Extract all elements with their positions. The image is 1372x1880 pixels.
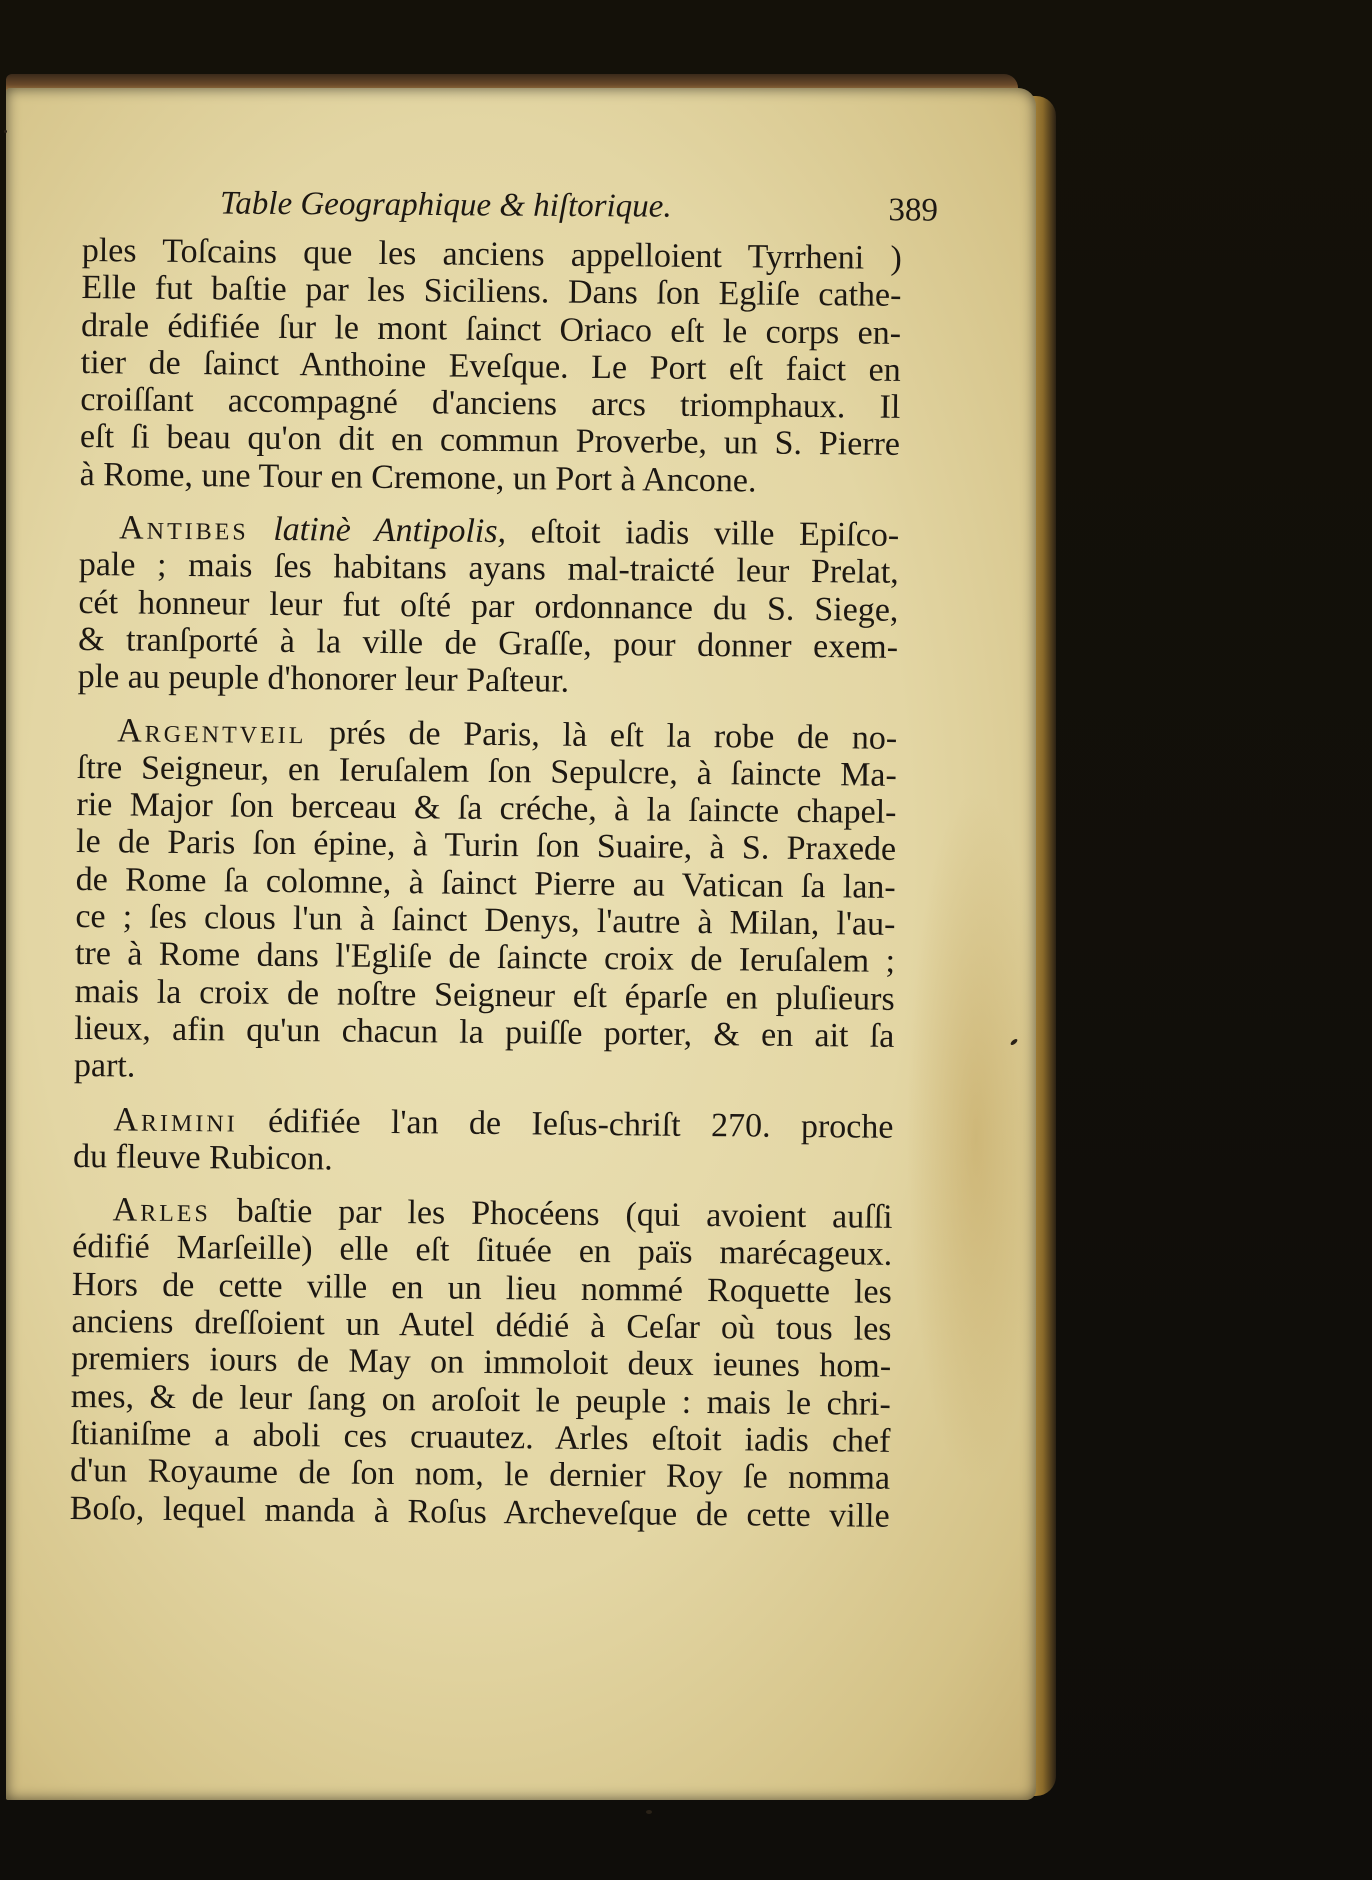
entry-argentveil (74, 712, 918, 1093)
text-line: & tranſporté à la ville de Graſſe, pour donner exem- (77, 620, 899, 666)
page-body (70, 232, 922, 1535)
entry-heading: Arles (112, 1191, 212, 1230)
text-line: cét honneur leur fut oſté par ordonnance du S. Siege, (78, 583, 899, 629)
text-line: Boſo, lequel manda à Roſus Archeveſque de cette ville (69, 1489, 890, 1535)
text-line: pale ; mais ſes habitans ayans mal-traicté leur Prelat, (78, 546, 899, 592)
entry-arimini (73, 1100, 914, 1183)
text-run: prés de Paris, là eſt la robe de no- (306, 713, 898, 757)
text-line: mais la croix de noſtre Seigneur eſt éparſe en pluſieurs (74, 972, 895, 1018)
text-line: tier de ſainct Anthoine Eveſque. Le Port eſt faict en (80, 343, 901, 389)
text-line: lieux, afin qu'un chacun la puiſſe porter, & en ait ſa (74, 1009, 895, 1055)
page-stain (906, 788, 1036, 1488)
running-head (219, 185, 939, 235)
text-run: eſtoit iadis ville Epiſco- (505, 513, 900, 554)
text-line: édifié Marſeille) elle eſt ſituée en païs marécageux. (72, 1228, 893, 1274)
text-line: anciens dreſſoient un Autel dédié à Ceſar où tous les (71, 1302, 892, 1348)
text-line: ples Toſcains que les anciens appelloient Tyrrheni ) (81, 232, 902, 277)
entry-heading: Antibes (118, 509, 249, 548)
text-line: ſtre Seigneur, en Ieruſalem ſon Sepulcre, à ſaincte Ma- (76, 748, 898, 794)
text-line: Hors de cette ville en un lieu nommé Roquette les (71, 1265, 893, 1311)
text-line: rie Major ſon berceau & ſa créche, à la ſaincte chapel- (76, 786, 897, 832)
text-line: de Rome ſa colomne, à ſainct Pierre au Vatican ſa lan- (75, 860, 896, 906)
page-number: 389 (888, 192, 939, 229)
text-run: baſtie par les Phocéens (qui avoient auſſi (210, 1192, 893, 1236)
ink-speck (4, 130, 7, 133)
text-line: ple au peuple d'honorer leur Paſteur. (77, 658, 570, 700)
text-line: d'un Royaume de ſon nom, le dernier Roy ſe nomma (69, 1452, 891, 1498)
text-line: le de Paris ſon épine, à Turin ſon Suaire, à S. Praxede (75, 823, 897, 869)
entry-arles (70, 1191, 913, 1535)
text-line: à Rome, une Tour en Cremone, un Port à Ancone. (79, 455, 757, 500)
text-line: Elle fut baſtie par les Siciliens. Dans ſon Egliſe cathe- (81, 269, 902, 315)
entry-antibes (78, 509, 920, 704)
paragraph-continued (79, 232, 921, 501)
text-line: ce ; ſes clous l'un à ſainct Denys, l'autre à Milan, l'au- (75, 898, 896, 943)
text-line: croiſſant accompagné d'anciens arcs triomphaux. Il (80, 381, 901, 427)
text-line: premiers iours de May on immoloit deux ieunes hom- (71, 1340, 892, 1386)
text-line: part. (73, 1047, 136, 1085)
text-line: tre à Rome dans l'Egliſe de ſaincte croix de Ieruſalem ; (74, 935, 896, 981)
text-line: drale édifiée ſur le mont ſainct Oriaco eſt le corps en- (80, 306, 902, 352)
entry-heading: Argentveil (117, 711, 307, 751)
entry-heading: Arimini (113, 1100, 238, 1140)
text-run: édifiée l'an de Ieſus-chriſt 270. proche (237, 1102, 894, 1146)
ink-speck (646, 1810, 652, 1814)
running-title: Table Geographique & hiſtorique. (219, 185, 672, 225)
text-line: mes, & de leur ſang on aroſoit le peuple : mais le chri- (70, 1377, 891, 1423)
latin-name: latinè Antipolis, (273, 510, 507, 551)
text-line: du fleuve Rubicon. (72, 1137, 333, 1178)
text-line: ſtianiſme a aboli ces cruautez. Arles eſtoit iadis chef (70, 1414, 891, 1460)
text-line: eſt ſi beau qu'on dit en commun Proverbe, un S. Pierre (79, 418, 901, 464)
